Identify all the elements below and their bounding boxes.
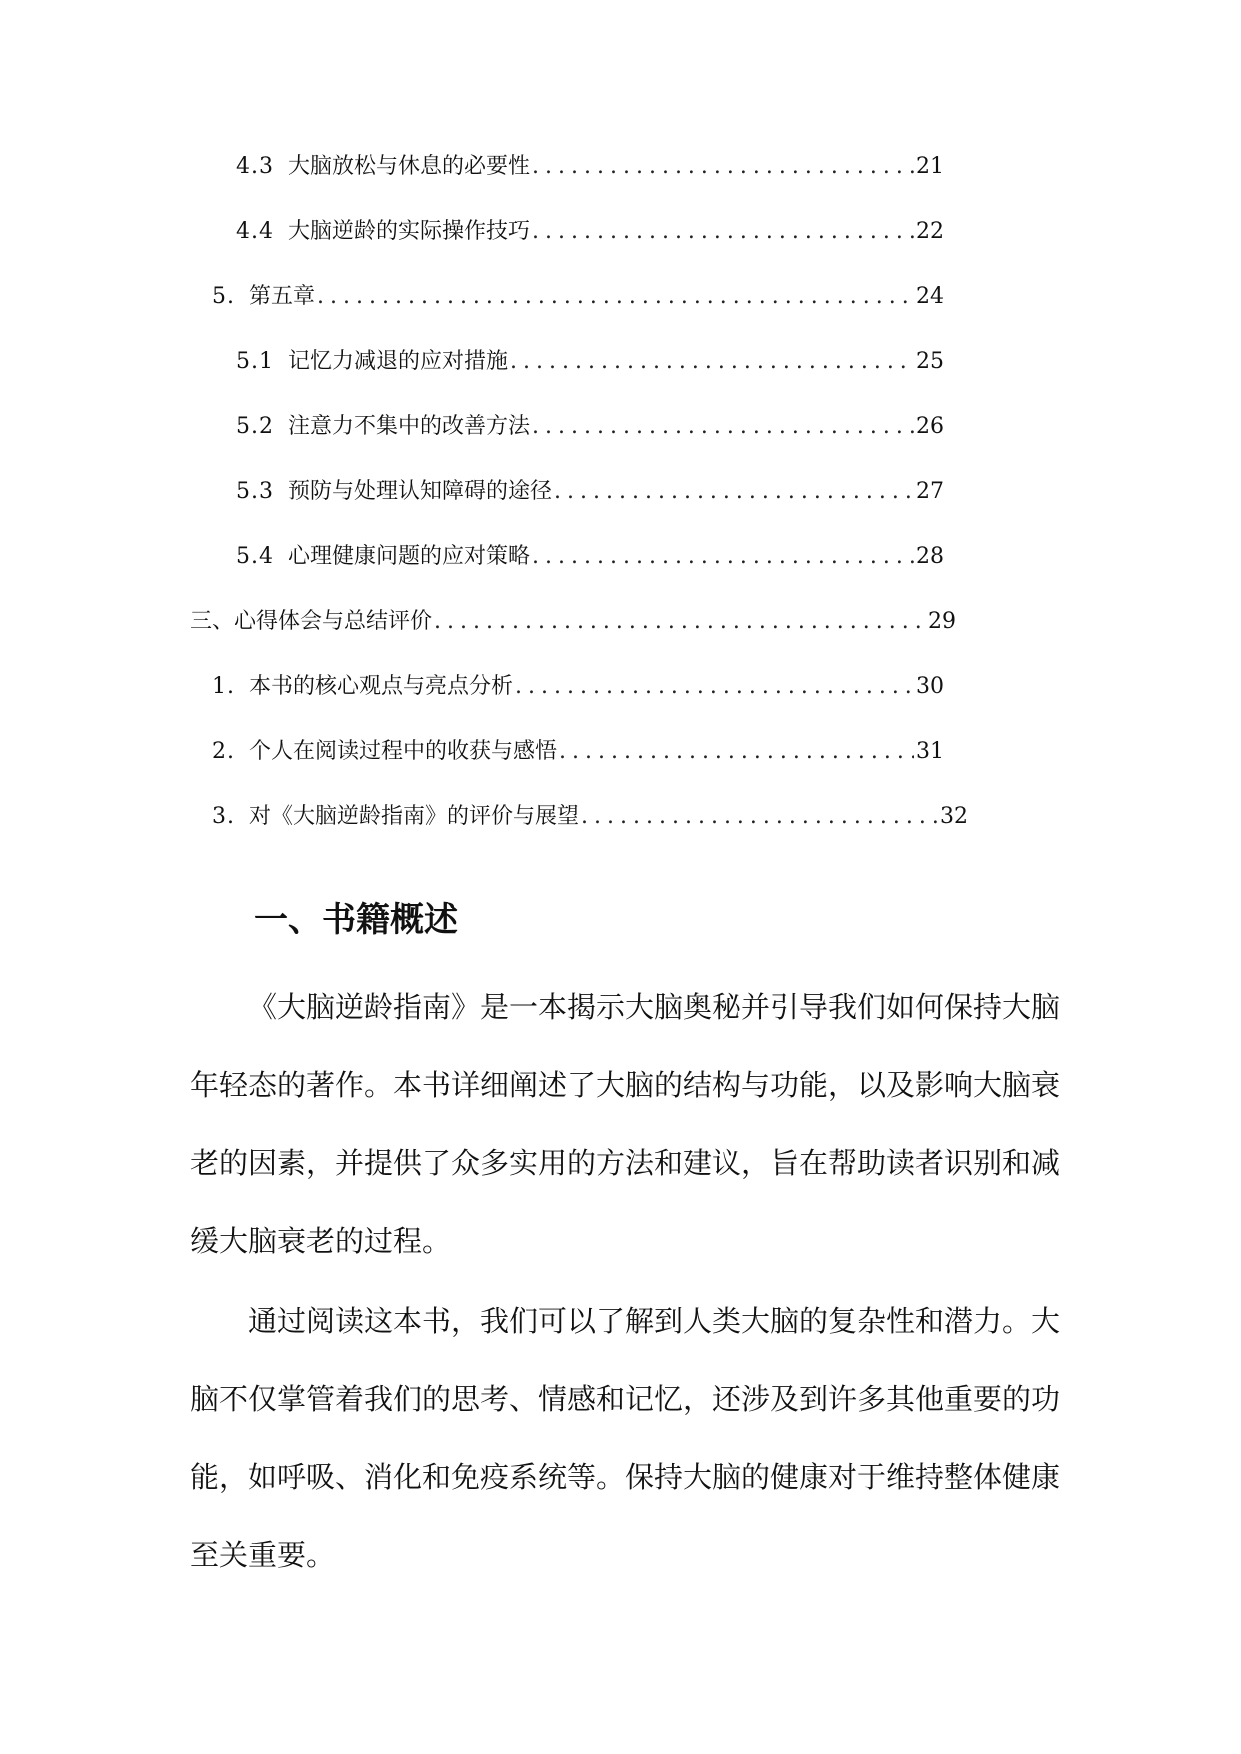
toc-entry-number: 5.2 (236, 414, 274, 439)
toc-leader-dots (532, 217, 914, 247)
toc-entry-title: 心理健康问题的应对策略 (288, 544, 531, 569)
section-heading: 一、书籍概述 (254, 900, 458, 940)
toc-entry-page: 24 (916, 284, 944, 309)
toc-leader-dots (434, 607, 926, 637)
toc-entry-title: 本书的核心观点与亮点分析 (249, 674, 514, 699)
toc-entry-page: 31 (916, 739, 944, 764)
toc-entry-5-2[interactable] (236, 412, 944, 442)
toc-entry-page: 29 (928, 609, 956, 634)
toc-entry-title: 对《大脑逆龄指南》的评价与展望 (249, 804, 580, 829)
toc-entry-part-3[interactable] (190, 607, 956, 637)
toc-entry-number: 4.4 (236, 219, 274, 244)
toc-entry-page: 28 (916, 544, 944, 569)
toc-entry-number: 4.3 (236, 154, 274, 179)
toc-entry-page: 26 (916, 414, 944, 439)
body-paragraph: 通过阅读这本书，我们可以了解到人类大脑的复杂性和潜力。大脑不仅掌管着我们的思考、情感和记忆，还涉及到许多其他重要的功能，如呼吸、消化和免疫系统等。保持大脑的健康对于维持整体健康至关重要。 (190, 1304, 1061, 1572)
toc-entry-page: 32 (940, 804, 968, 829)
toc-leader-dots (532, 542, 914, 572)
toc-entry-number: 5. (212, 284, 235, 309)
toc-entry-page: 25 (916, 349, 944, 374)
toc-entry-page: 21 (916, 154, 944, 179)
toc-entry-number: 5.4 (236, 544, 274, 569)
toc-entry-4-4[interactable] (236, 217, 944, 247)
toc-entry-number: 1. (212, 674, 235, 699)
toc-entry-number: 2. (212, 739, 235, 764)
toc-entry-title: 注意力不集中的改善方法 (288, 414, 531, 439)
toc-leader-dots (510, 347, 914, 377)
toc-entry-title: 预防与处理认知障碍的途径 (288, 479, 553, 504)
toc-entry-5-4[interactable] (236, 542, 944, 572)
toc-entry-title: 个人在阅读过程中的收获与感悟 (249, 739, 558, 764)
toc-entry-3-3[interactable] (212, 802, 968, 832)
toc-entry-chapter-5[interactable] (212, 282, 944, 312)
toc-entry-4-3[interactable] (236, 152, 944, 182)
toc-entry-number: 5.1 (236, 349, 274, 374)
toc-entry-3-2[interactable] (212, 737, 944, 767)
toc-leader-dots (554, 477, 914, 507)
toc-leader-dots (515, 672, 914, 702)
toc-entry-page: 22 (916, 219, 944, 244)
toc-entry-page: 27 (916, 479, 944, 504)
toc-entry-number: 3. (212, 804, 235, 829)
toc-entry-3-1[interactable] (212, 672, 944, 702)
toc-entry-number: 5.3 (236, 479, 274, 504)
toc-leader-dots (581, 802, 938, 832)
toc-leader-dots (532, 152, 914, 182)
toc-entry-5-1[interactable] (236, 347, 944, 377)
toc-entry-title: 大脑逆龄的实际操作技巧 (288, 219, 531, 244)
toc-leader-dots (532, 412, 914, 442)
toc-entry-5-3[interactable] (236, 477, 944, 507)
toc-leader-dots (317, 282, 914, 312)
toc-leader-dots (559, 737, 914, 767)
toc-entry-title: 大脑放松与休息的必要性 (288, 154, 531, 179)
toc-entry-title: 记忆力减退的应对措施 (288, 349, 509, 374)
toc-entry-title: 三、心得体会与总结评价 (190, 609, 433, 634)
body-paragraph: 《大脑逆龄指南》是一本揭示大脑奥秘并引导我们如何保持大脑年轻态的著作。本书详细阐述了大脑的结构与功能，以及影响大脑衰老的因素，并提供了众多实用的方法和建议，旨在帮助读者识别和减缓大脑衰老的过程。 (190, 990, 1061, 1258)
toc-entry-page: 30 (916, 674, 944, 699)
toc-entry-title: 第五章 (249, 284, 316, 309)
